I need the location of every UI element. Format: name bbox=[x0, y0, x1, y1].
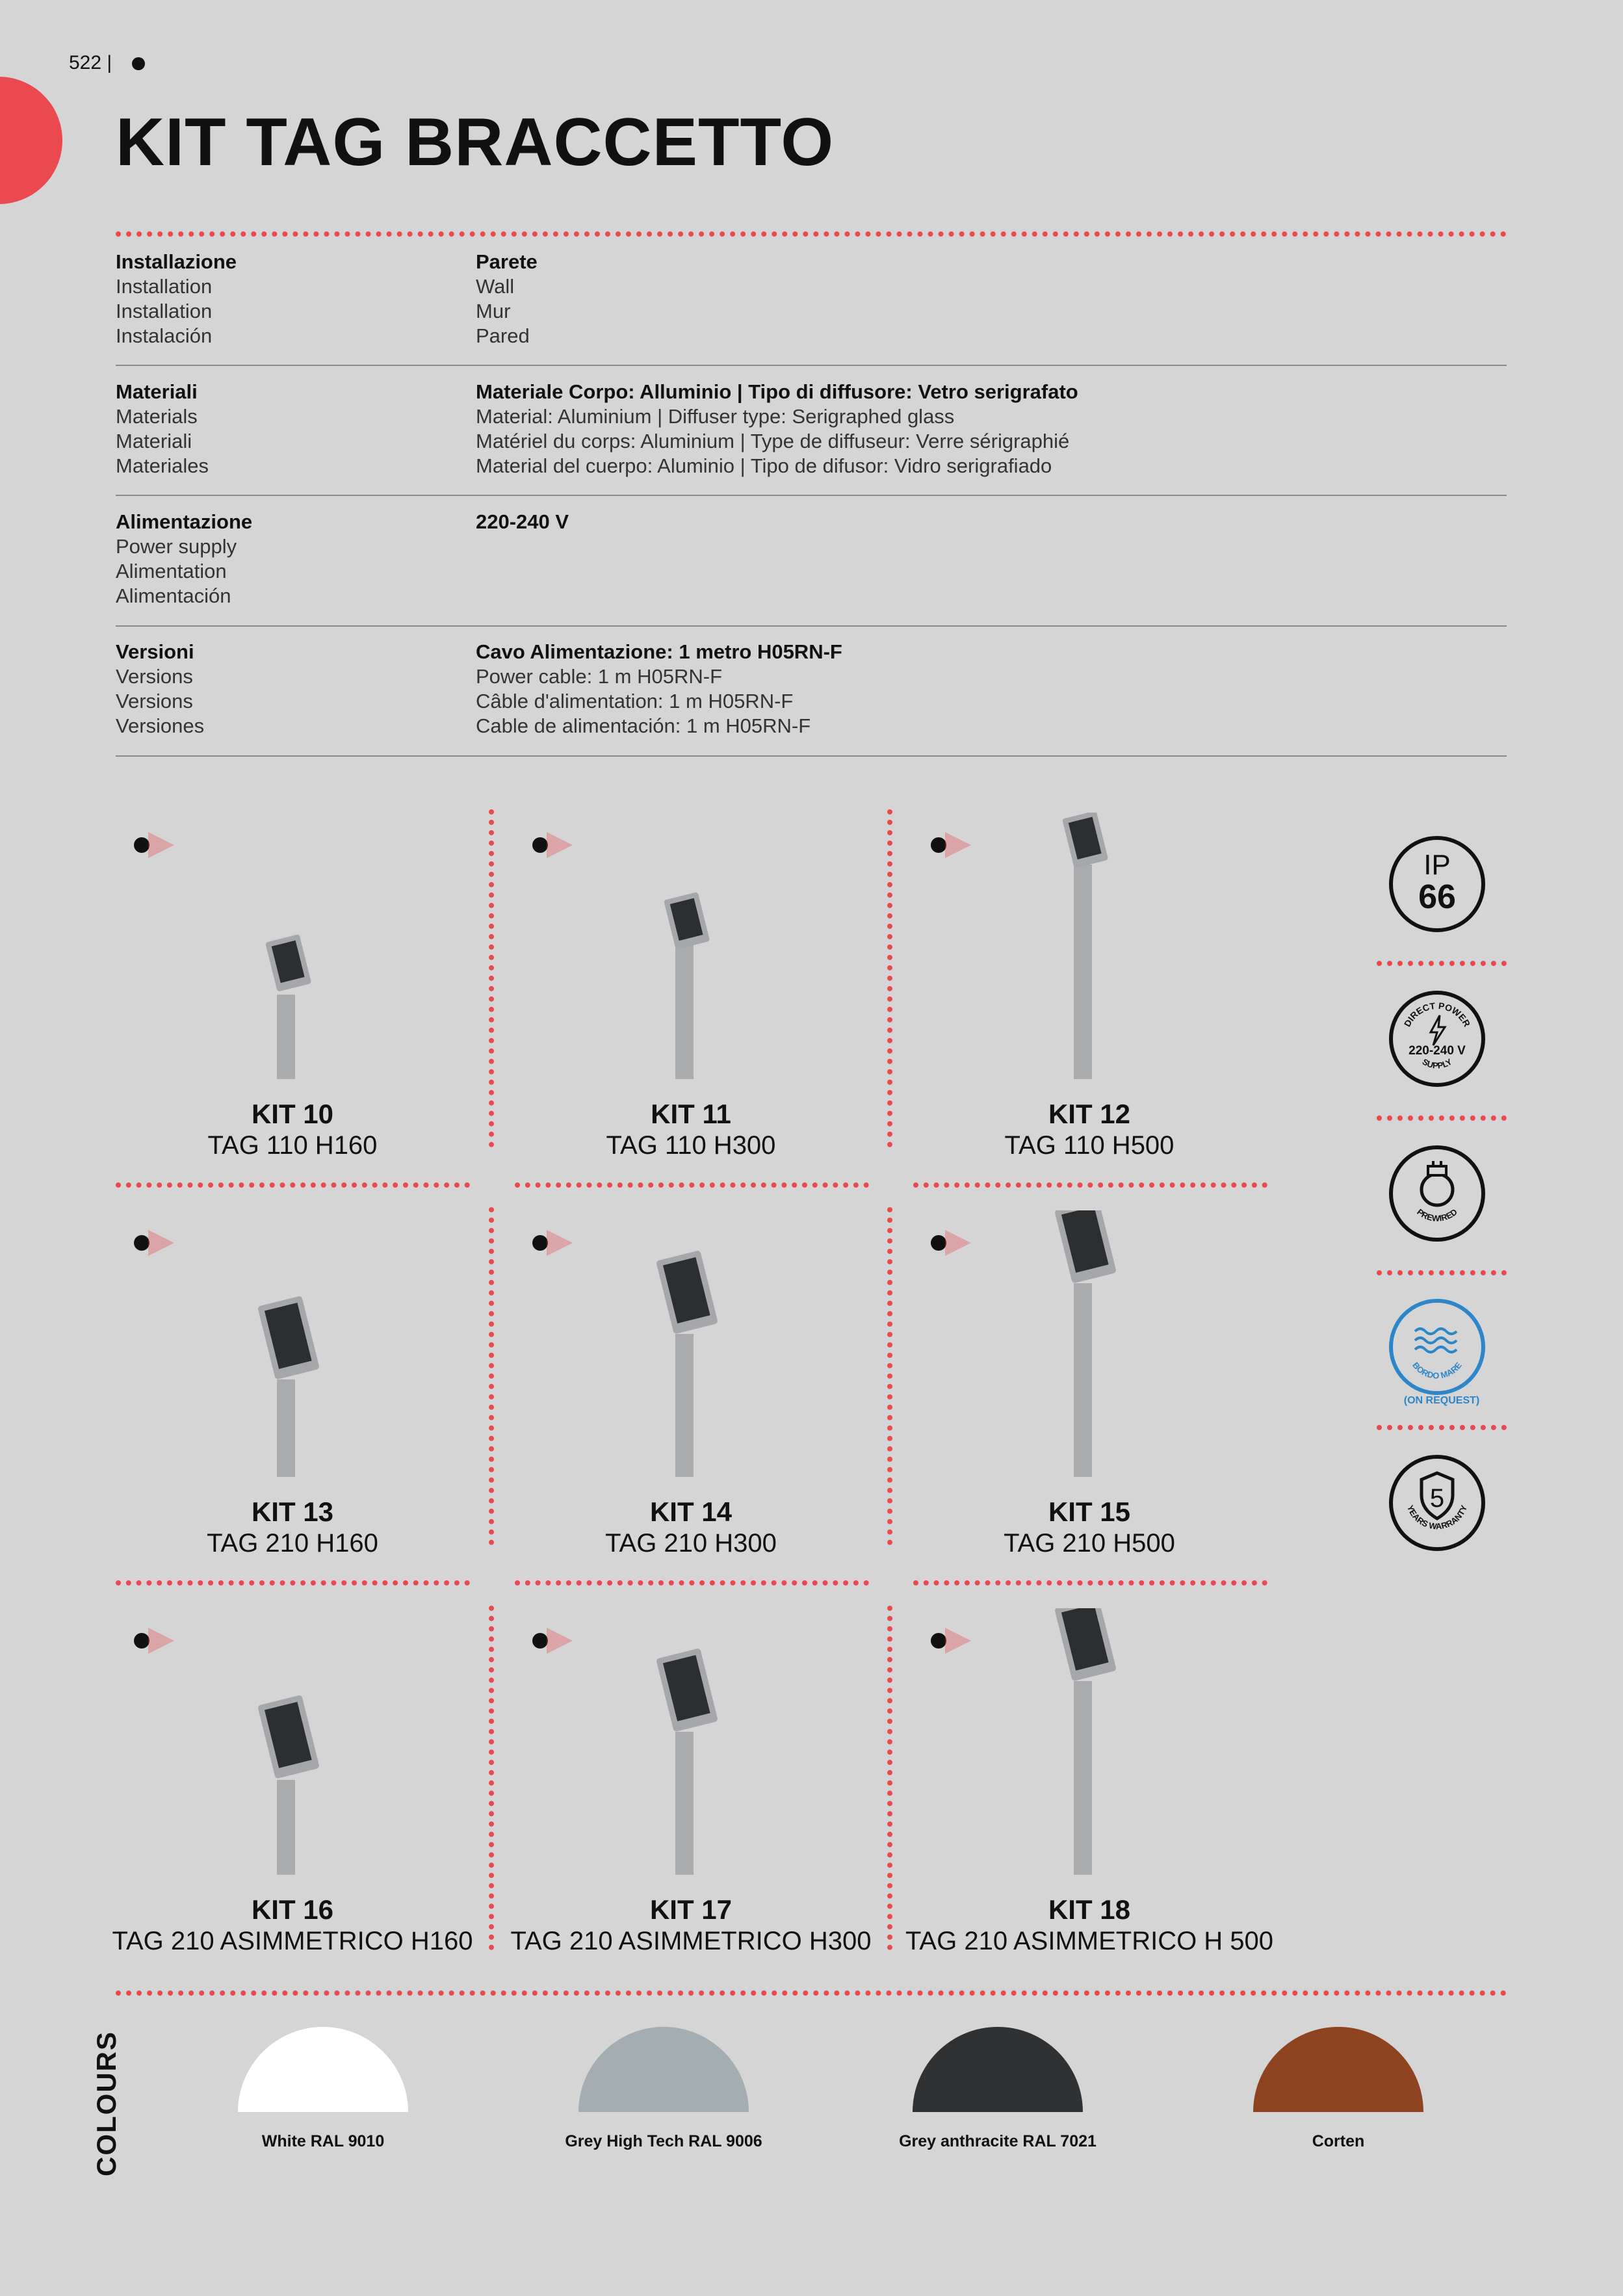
spec-value-power: 220-240 V bbox=[476, 510, 569, 533]
divider bbox=[116, 625, 1507, 627]
product-card-kit-17[interactable] bbox=[510, 1608, 872, 1972]
kit-name: KIT 14 bbox=[649, 1496, 733, 1527]
kit-name: KIT 17 bbox=[649, 1894, 733, 1925]
prewired-badge bbox=[1389, 1145, 1485, 1242]
ip66-badge: IP 66 bbox=[1389, 836, 1485, 932]
kit-model: TAG 210 H300 bbox=[605, 1529, 777, 1558]
grid-divider-horizontal bbox=[515, 1580, 869, 1585]
svg-text:YEARS WARRANTY: YEARS WARRANTY bbox=[1405, 1504, 1470, 1532]
divider-dotted bbox=[116, 231, 1507, 237]
grid-divider-vertical bbox=[887, 809, 892, 1147]
prewired-icon bbox=[1389, 1145, 1485, 1242]
direct-power-arc bbox=[1389, 991, 1485, 1087]
kit-name: KIT 11 bbox=[651, 1099, 731, 1129]
lightning-icon bbox=[1431, 1015, 1445, 1045]
grid-divider-horizontal bbox=[515, 1182, 869, 1188]
product-card-kit-13[interactable] bbox=[117, 1210, 468, 1574]
product-card-kit-11[interactable] bbox=[515, 813, 866, 1177]
kit-model: TAG 210 H500 bbox=[1004, 1529, 1175, 1558]
kit-name: KIT 18 bbox=[1048, 1894, 1131, 1925]
kit-model: TAG 110 H500 bbox=[1004, 1131, 1175, 1160]
kit-model: TAG 210 ASIMMETRICO H300 bbox=[510, 1927, 872, 1955]
kit-name: KIT 12 bbox=[1048, 1099, 1131, 1129]
kit-model: TAG 210 ASIMMETRICO H 500 bbox=[905, 1927, 1274, 1955]
light-beam-icon bbox=[532, 1235, 548, 1251]
divider-dotted bbox=[116, 1990, 1507, 1996]
grid-divider-horizontal bbox=[116, 1182, 470, 1188]
spec-label-materials: Materiali Materials Materiali Materiales bbox=[116, 380, 209, 477]
kit-name: KIT 10 bbox=[251, 1099, 334, 1129]
svg-text:5: 5 bbox=[1429, 1484, 1445, 1513]
kit-model: TAG 210 ASIMMETRICO H160 bbox=[112, 1927, 473, 1955]
swatch-white bbox=[238, 2027, 408, 2112]
direct-power-badge: DIRECT POWER SUPPLY 220-240 V bbox=[1389, 991, 1485, 1087]
lamp-image bbox=[227, 1210, 357, 1483]
svg-text:PREWIRED: PREWIRED bbox=[1415, 1207, 1459, 1223]
badge-divider bbox=[1377, 961, 1507, 966]
divider bbox=[116, 495, 1507, 496]
light-beam-icon bbox=[931, 1235, 946, 1251]
waves-icon bbox=[1389, 1299, 1485, 1395]
grid-divider-vertical bbox=[887, 1207, 892, 1545]
grid-divider-horizontal bbox=[913, 1580, 1267, 1585]
swatch-label: Corten bbox=[1312, 2132, 1365, 2150]
bordo-mare-note: (ON REQUEST) bbox=[1403, 1395, 1480, 1406]
kit-model: TAG 110 H160 bbox=[207, 1131, 378, 1160]
spec-value-materials: Materiale Corpo: Alluminio | Tipo di diffusore: Vetro serigrafato Material: Aluminium | Diffuser type: Serigraphed glass Matériel du corps: Aluminium | Type de diffuseur: Verre sérigraphié Material del cuerpo: Aluminio | Tipo de difusor: Vidro serigrafiado bbox=[476, 380, 1078, 477]
spec-label-installation: Installazione Installation Installation Instalación bbox=[116, 250, 237, 347]
lamp-image bbox=[626, 1210, 756, 1483]
kit-name: KIT 15 bbox=[1048, 1496, 1131, 1527]
product-card-kit-12[interactable] bbox=[914, 813, 1265, 1177]
bordo-mare-badge bbox=[1389, 1299, 1485, 1395]
grid-divider-vertical bbox=[489, 809, 494, 1147]
product-card-kit-10[interactable] bbox=[117, 813, 468, 1177]
product-card-kit-16[interactable] bbox=[112, 1608, 473, 1972]
grid-divider-horizontal bbox=[116, 1580, 470, 1585]
grid-divider-vertical bbox=[887, 1606, 892, 1950]
kit-model: TAG 210 H160 bbox=[207, 1529, 378, 1558]
svg-text:BORDO MARE: BORDO MARE bbox=[1410, 1360, 1464, 1381]
product-card-kit-14[interactable] bbox=[515, 1210, 866, 1574]
light-beam-icon bbox=[532, 837, 548, 853]
lamp-image bbox=[1024, 1210, 1154, 1483]
light-beam-icon bbox=[134, 837, 149, 853]
light-beam-icon bbox=[134, 1633, 149, 1649]
swatch-label: White RAL 9010 bbox=[261, 2132, 385, 2150]
spec-label-power: Alimentazione Power supply Alimentation Alimentación bbox=[116, 510, 253, 607]
lamp-image bbox=[1024, 813, 1154, 1086]
badge-divider bbox=[1377, 1115, 1507, 1121]
light-beam-icon bbox=[931, 837, 946, 853]
kit-name: KIT 16 bbox=[251, 1894, 334, 1925]
svg-text:SUPPLY: SUPPLY bbox=[1420, 1056, 1454, 1071]
swatch-corten bbox=[1253, 2027, 1423, 2112]
light-beam-icon bbox=[134, 1235, 149, 1251]
lamp-image bbox=[227, 813, 357, 1086]
lamp-image bbox=[626, 1608, 756, 1881]
light-beam-icon bbox=[532, 1633, 548, 1649]
product-card-kit-18[interactable] bbox=[905, 1608, 1274, 1972]
lamp-image bbox=[227, 1608, 357, 1881]
colours-heading: COLOURS bbox=[91, 2031, 122, 2176]
spec-value-installation: Parete Wall Mur Pared bbox=[476, 250, 538, 347]
swatch-grey-high-tech bbox=[578, 2027, 749, 2112]
product-card-kit-15[interactable] bbox=[914, 1210, 1265, 1574]
svg-text:DIRECT POWER: DIRECT POWER bbox=[1401, 1000, 1473, 1029]
warranty-badge bbox=[1389, 1455, 1485, 1551]
kit-name: KIT 13 bbox=[251, 1496, 334, 1527]
grid-divider-vertical bbox=[489, 1606, 494, 1950]
page-dot-icon bbox=[132, 57, 145, 70]
grid-divider-vertical bbox=[489, 1207, 494, 1545]
shield-icon bbox=[1389, 1455, 1485, 1551]
page-number: 522 | bbox=[69, 52, 112, 73]
light-beam-icon bbox=[931, 1633, 946, 1649]
divider bbox=[116, 755, 1507, 757]
spec-value-versions: Cavo Alimentazione: 1 metro H05RN-F Power cable: 1 m H05RN-F Câble d'alimentation: 1 m H05RN-F Cable de alimentación: 1 m H05RN-F bbox=[476, 640, 842, 737]
lamp-image bbox=[626, 813, 756, 1086]
badge-divider bbox=[1377, 1270, 1507, 1275]
section-tab bbox=[0, 77, 62, 204]
lamp-image bbox=[1024, 1608, 1154, 1881]
kit-model: TAG 110 H300 bbox=[606, 1131, 776, 1160]
badge-divider bbox=[1377, 1425, 1507, 1430]
swatch-label: Grey High Tech RAL 9006 bbox=[565, 2132, 762, 2150]
swatch-grey-anthracite bbox=[913, 2027, 1083, 2112]
spec-label-versions: Versioni Versions Versions Versiones bbox=[116, 640, 205, 737]
divider bbox=[116, 365, 1507, 366]
grid-divider-horizontal bbox=[913, 1182, 1267, 1188]
page-title: KIT TAG BRACCETTO bbox=[116, 105, 835, 180]
swatch-label: Grey anthracite RAL 7021 bbox=[899, 2132, 1097, 2150]
